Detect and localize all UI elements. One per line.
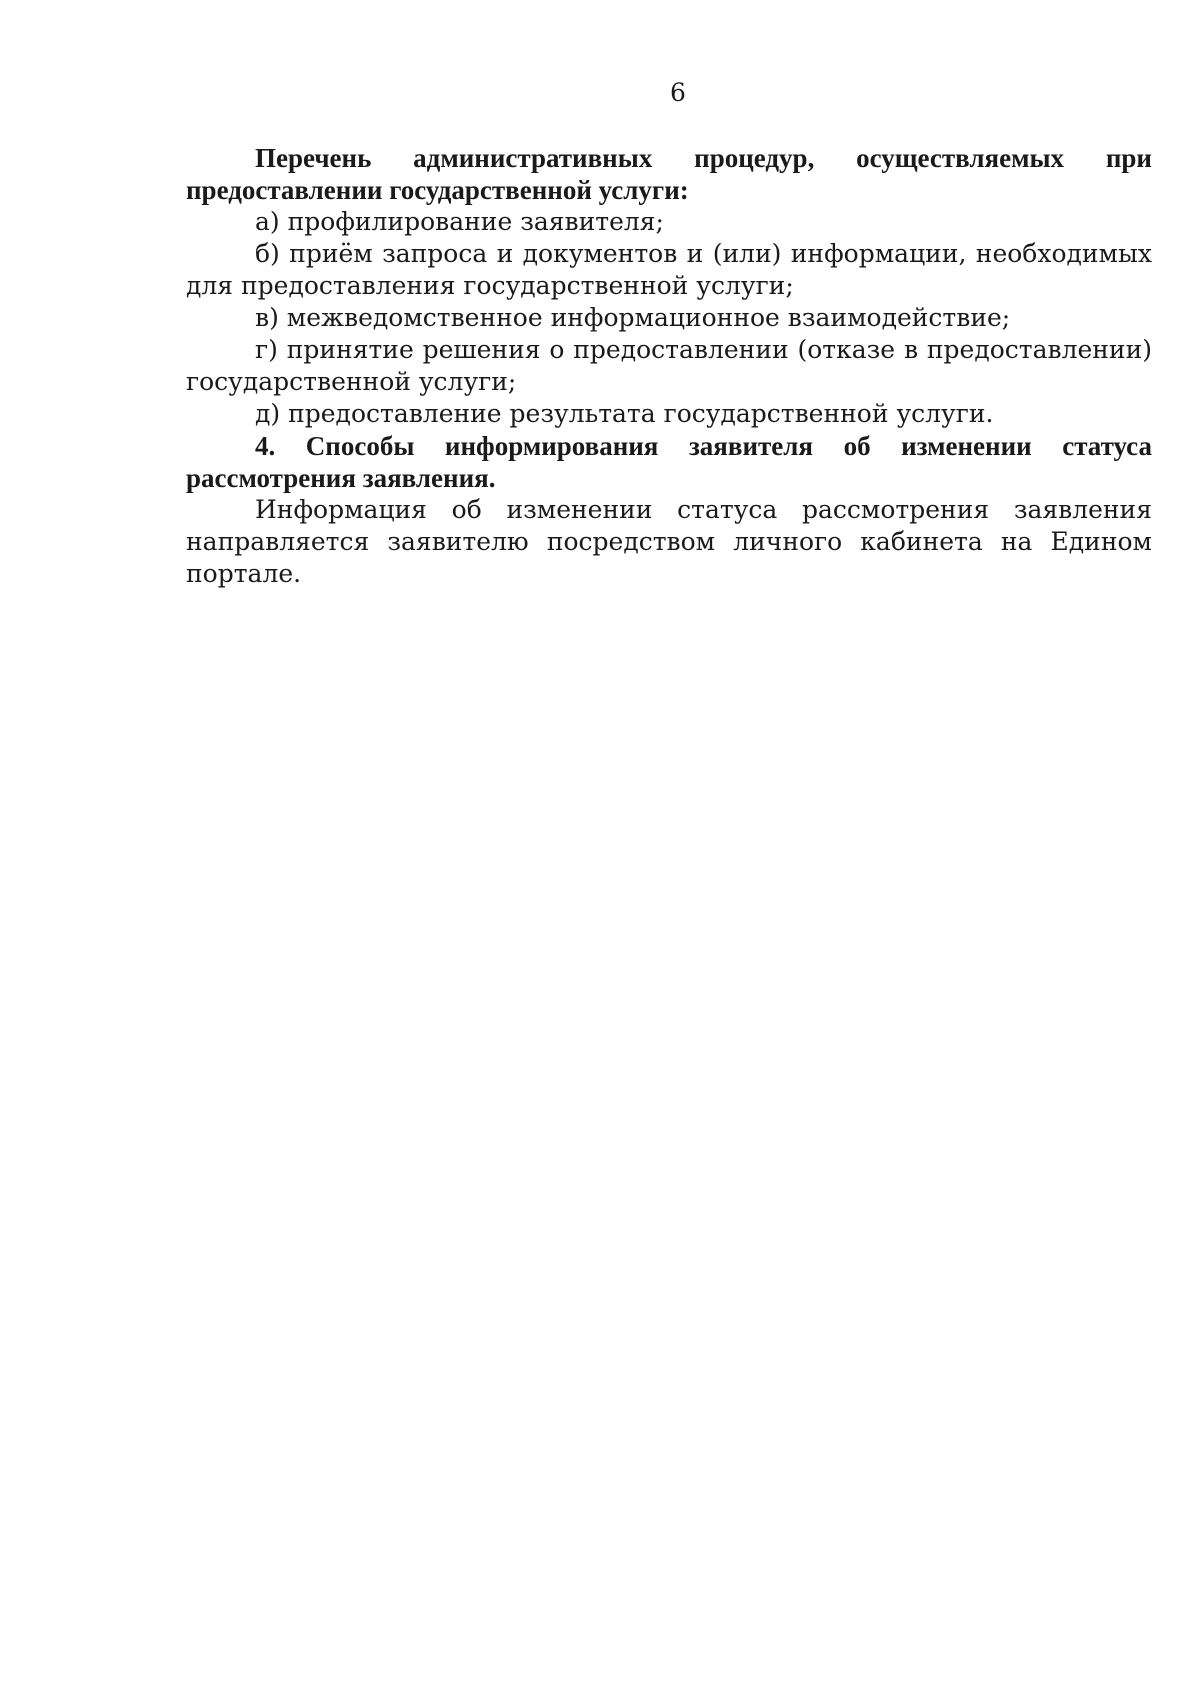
list-item-b: б) приём запроса и документов и (или) информации, необходимых для предоставления государственной услуги; [186, 239, 1152, 300]
list-item-g: г) принятие решения о предоставлении (отказе в предоставлении) государственной услуги; [186, 335, 1152, 396]
section-4-heading: 4. Способы информирования заявителя об изменении статуса рассмотрения заявления. [186, 431, 1152, 493]
list-item-d: д) предоставление результата государственной услуги. [255, 399, 994, 428]
list-item-a: а) профилирование заявителя; [255, 207, 664, 236]
procedures-list-heading: Перечень административных процедур, осуществляемых при предоставлении государственной услуги: [186, 143, 1152, 205]
document-body [186, 142, 1152, 590]
page-number: 6 [670, 78, 686, 107]
list-item-v: в) межведомственное информационное взаимодействие; [255, 303, 1011, 332]
status-info-paragraph: Информация об изменении статуса рассмотрения заявления направляется заявителю посредством личного кабинета на Едином портале. [186, 495, 1152, 588]
